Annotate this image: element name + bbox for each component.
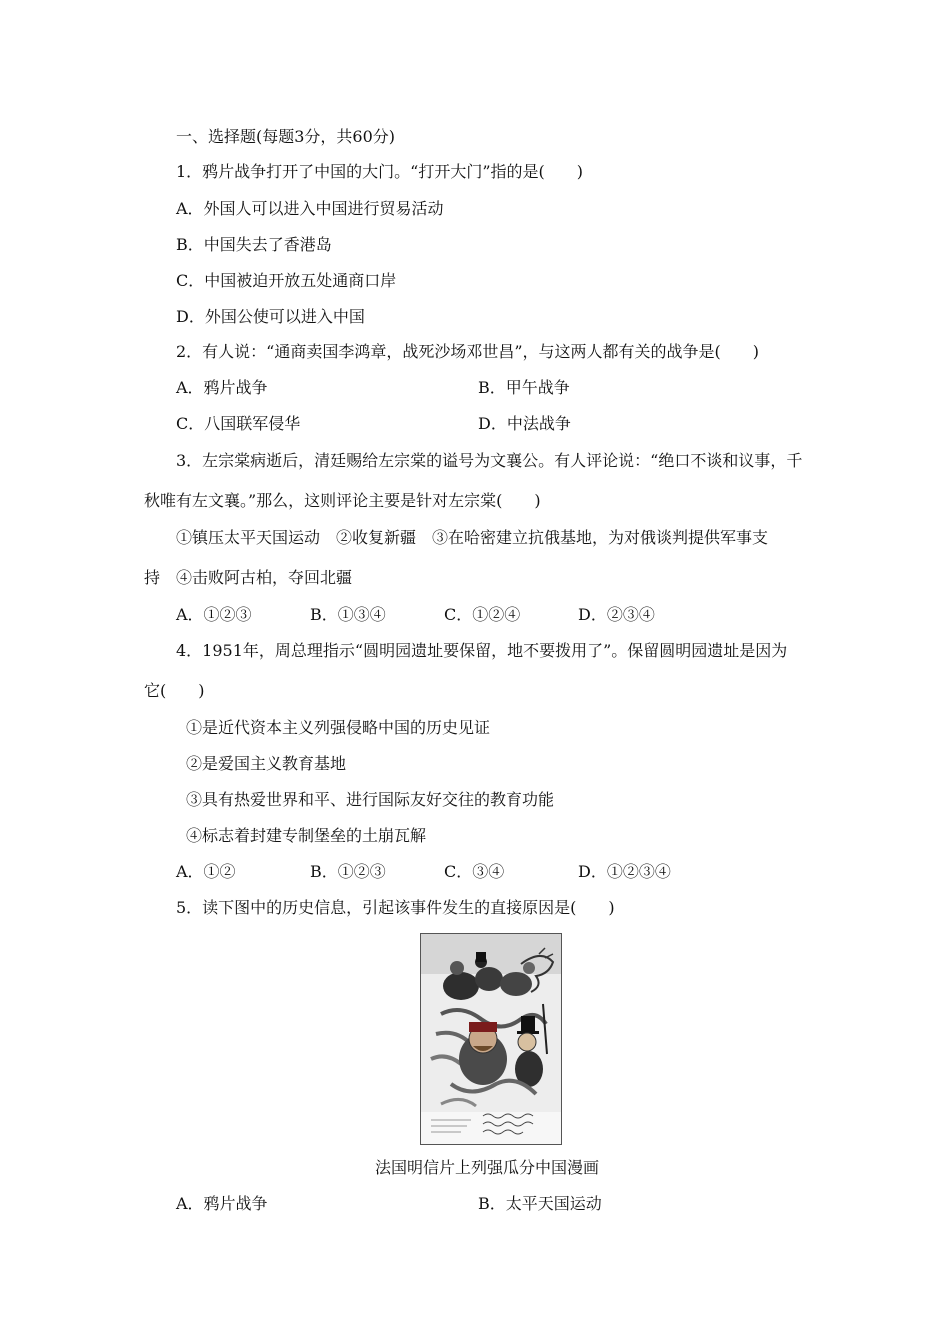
section-title: 一、选择题(每题3分，共60分) <box>176 127 396 146</box>
q2-option-c[interactable]: C．八国联军侵华 <box>176 414 301 433</box>
q4-option-d[interactable]: D．①②③④ <box>578 862 671 881</box>
q4-item-3: ③具有热爱世界和平、进行国际友好交往的教育功能 <box>186 790 555 809</box>
q4-option-b[interactable]: B．①②③ <box>310 862 386 881</box>
q5-option-b[interactable]: B．太平天国运动 <box>478 1194 602 1213</box>
q1-stem: 1．鸦片战争打开了中国的大门。“打开大门”指的是( ) <box>176 162 584 181</box>
q4-option-a[interactable]: A．①② <box>176 862 236 881</box>
q2-stem: 2．有人说：“通商卖国李鸿章，战死沙场邓世昌”，与这两人都有关的战争是( ) <box>176 342 760 361</box>
q2-option-a[interactable]: A．鸦片战争 <box>176 378 268 397</box>
q3-stem-line-2: 秋唯有左文襄。”那么，这则评论主要是针对左宗棠( ) <box>144 491 541 510</box>
q4-stem-line-2: 它( ) <box>144 681 205 700</box>
q3-option-a[interactable]: A．①②③ <box>176 605 252 624</box>
q1-option-a[interactable]: A．外国人可以进入中国进行贸易活动 <box>176 199 444 218</box>
q3-option-c[interactable]: C．①②④ <box>444 605 521 624</box>
q3-items-line-1: ①镇压太平天国运动 ②收复新疆 ③在哈密建立抗俄基地，为对俄谈判提供军事支 <box>176 528 769 547</box>
q4-item-4: ④标志着封建专制堡垒的土崩瓦解 <box>186 826 427 845</box>
q2-option-b[interactable]: B．甲午战争 <box>478 378 570 397</box>
q4-item-1: ①是近代资本主义列强侵略中国的历史见证 <box>186 718 491 737</box>
q4-stem-line-1: 4．1951年，周总理指示“圆明园遗址要保留，地不要拨用了”。保留圆明园遗址是因为 <box>176 641 788 660</box>
q3-items-line-2: 持 ④击败阿古柏，夺回北疆 <box>144 568 353 587</box>
q4-item-2: ②是爱国主义教育基地 <box>186 754 347 773</box>
q1-option-c[interactable]: C．中国被迫开放五处通商口岸 <box>176 271 397 290</box>
q5-stem: 5．读下图中的历史信息，引起该事件发生的直接原因是( ) <box>176 898 615 917</box>
figure-caption: 法国明信片上列强瓜分中国漫画 <box>375 1158 600 1177</box>
q2-option-d[interactable]: D．中法战争 <box>478 414 571 433</box>
cartoon-illustration <box>421 934 561 1144</box>
q3-option-b[interactable]: B．①③④ <box>310 605 386 624</box>
q4-option-c[interactable]: C．③④ <box>444 862 505 881</box>
q1-option-d[interactable]: D．外国公使可以进入中国 <box>176 307 365 326</box>
q3-stem-line-1: 3．左宗棠病逝后，清廷赐给左宗棠的谥号为文襄公。有人评论说：“绝口不谈和议事，千 <box>176 451 803 470</box>
q3-option-d[interactable]: D．②③④ <box>578 605 655 624</box>
cartoon-image <box>420 933 562 1145</box>
q5-option-a[interactable]: A．鸦片战争 <box>176 1194 268 1213</box>
q1-option-b[interactable]: B．中国失去了香港岛 <box>176 235 332 254</box>
